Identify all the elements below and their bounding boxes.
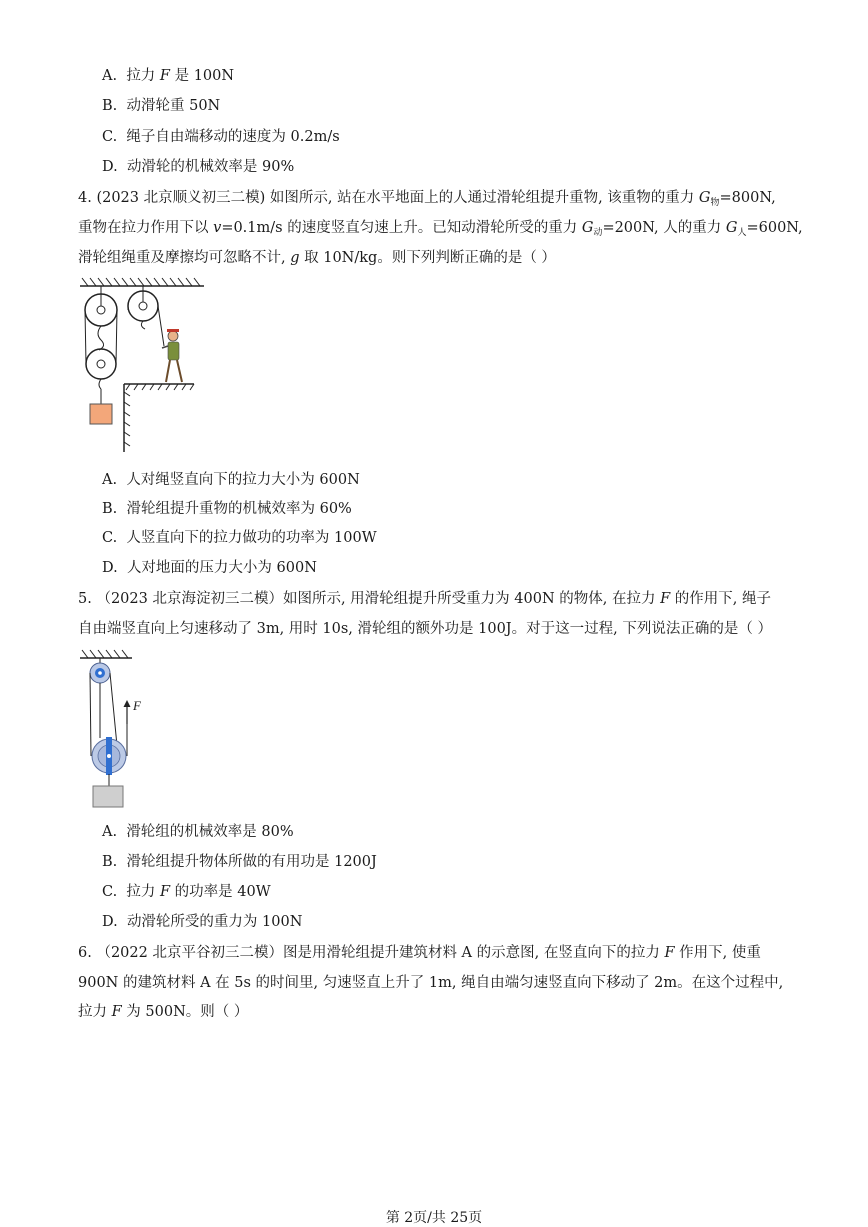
q4-stem-line2	[78, 218, 803, 243]
option-text: 滑轮组的机械效率是 80%	[126, 824, 294, 840]
velocity-symbol: v	[213, 220, 222, 236]
option-text: 动滑轮所受的重力为 100N	[126, 914, 303, 930]
subscript: 物	[710, 198, 720, 208]
force-symbol: F	[160, 884, 171, 900]
option-letter: A.	[102, 68, 118, 84]
q4-option-a	[102, 470, 360, 490]
q4-pulley-figure	[76, 276, 206, 456]
q5-option-d	[102, 912, 302, 932]
option-text: 动滑轮重 50N	[126, 98, 221, 114]
q3-option-b	[102, 96, 220, 116]
option-letter: A.	[102, 824, 118, 840]
page-footer: 第 2页/共 25页	[385, 1210, 483, 1226]
force-symbol: F	[664, 945, 675, 961]
stem-text: 为 500N。则（ ）	[121, 1004, 249, 1020]
stem-text: 4. (2023 北京顺义初三二模) 如图所示, 站在水平地面上的人通过滑轮组提升重物, 该重物的重力	[78, 190, 699, 206]
q4-stem-line3	[78, 248, 556, 268]
option-text: 拉力	[126, 68, 160, 84]
q3-option-c	[102, 127, 340, 147]
gravity-symbol: G	[725, 220, 738, 236]
weight-block	[90, 404, 112, 424]
option-text: 拉力	[126, 884, 161, 900]
force-symbol: F	[660, 591, 671, 607]
weight-block	[93, 786, 123, 807]
option-letter: A.	[102, 472, 118, 488]
option-letter: D.	[102, 159, 118, 175]
option-text: 滑轮组提升重物的机械效率为 60%	[126, 501, 352, 517]
stem-text: 取 10N/kg。则下列判断正确的是（ ）	[299, 250, 556, 266]
stem-text: =600N,	[746, 220, 803, 236]
q5-option-b	[102, 852, 377, 872]
fixed-pulley-right	[128, 286, 158, 321]
option-text: 人竖直向下的拉力做功的功率为 100W	[126, 530, 377, 546]
stem-text: =800N,	[719, 190, 776, 206]
stem-text: 滑轮组绳重及摩擦均可忽略不计,	[78, 250, 291, 266]
gravity-symbol: G	[581, 220, 594, 236]
option-text: 是 100N	[169, 68, 235, 84]
q3-option-a	[102, 66, 234, 86]
stem-text: 重物在拉力作用下以	[78, 220, 214, 236]
stem-text: =0.1m/s 的速度竖直匀速上升。已知动滑轮所受的重力	[221, 220, 582, 236]
movable-pulley	[86, 349, 116, 379]
option-text: 动滑轮的机械效率是 90%	[126, 159, 295, 175]
q6-stem-line1	[78, 943, 761, 963]
q5-option-c	[102, 882, 271, 902]
option-text: 人对地面的压力大小为 600N	[126, 560, 317, 576]
option-letter: B.	[102, 854, 118, 870]
q3-option-d	[102, 157, 294, 177]
person-figure	[162, 329, 182, 382]
stem-text: 拉力	[78, 1004, 112, 1020]
option-text: 滑轮组提升物体所做的有用功是 1200J	[126, 854, 377, 870]
option-text: 的功率是 40W	[170, 884, 271, 900]
q6-stem-line3	[78, 1002, 248, 1022]
option-letter: D.	[102, 914, 118, 930]
force-arrow	[124, 700, 131, 724]
q5-option-a	[102, 822, 294, 842]
force-symbol: F	[111, 1004, 122, 1020]
force-symbol: F	[159, 68, 170, 84]
q4-option-c	[102, 528, 377, 548]
q4-stem-line1	[78, 188, 776, 213]
subscript: 人	[737, 228, 747, 238]
g-symbol: g	[290, 250, 300, 266]
q5-pulley-figure	[76, 646, 166, 812]
force-label: F	[133, 698, 141, 713]
q4-option-d	[102, 558, 317, 578]
stem-text: 900N 的建筑材料 A 在 5s 的时间里, 匀速竖直上升了 1m, 绳自由端匀速竖直向下移动了 2m。在这个过程中,	[78, 975, 784, 991]
ground	[124, 384, 194, 452]
fixed-pulley	[90, 658, 110, 683]
option-letter: C.	[102, 884, 118, 900]
q4-option-b	[102, 499, 352, 519]
gravity-symbol: G	[698, 190, 711, 206]
option-letter: C.	[102, 530, 118, 546]
stem-text: =200N, 人的重力	[602, 220, 726, 236]
q5-stem-line2	[78, 619, 772, 639]
q6-stem-line2	[78, 973, 783, 993]
option-letter: B.	[102, 98, 118, 114]
stem-text: 6. （2022 北京平谷初三二模）图是用滑轮组提升建筑材料 A 的示意图, 在竖直向下的拉力	[78, 945, 665, 961]
stem-text: 的作用下, 绳子	[670, 591, 771, 607]
option-letter: D.	[102, 560, 118, 576]
movable-pulley	[92, 737, 126, 775]
fixed-pulley-left	[85, 286, 117, 326]
option-text: 人对绳竖直向下的拉力大小为 600N	[126, 472, 360, 488]
option-letter: C.	[102, 129, 118, 145]
q5-stem-line1	[78, 589, 771, 609]
stem-text: 自由端竖直向上匀速移动了 3m, 用时 10s, 滑轮组的额外功是 100J。对于这一过程, 下列说法正确的是（ ）	[78, 621, 772, 637]
option-letter: B.	[102, 501, 118, 517]
stem-text: 5. （2023 北京海淀初三二模）如图所示, 用滑轮组提升所受重力为 400N 的物体, 在拉力	[78, 591, 661, 607]
stem-text: 作用下, 使重	[674, 945, 761, 961]
subscript: 动	[593, 228, 603, 238]
option-text: 绳子自由端移动的速度为 0.2m/s	[126, 129, 340, 145]
